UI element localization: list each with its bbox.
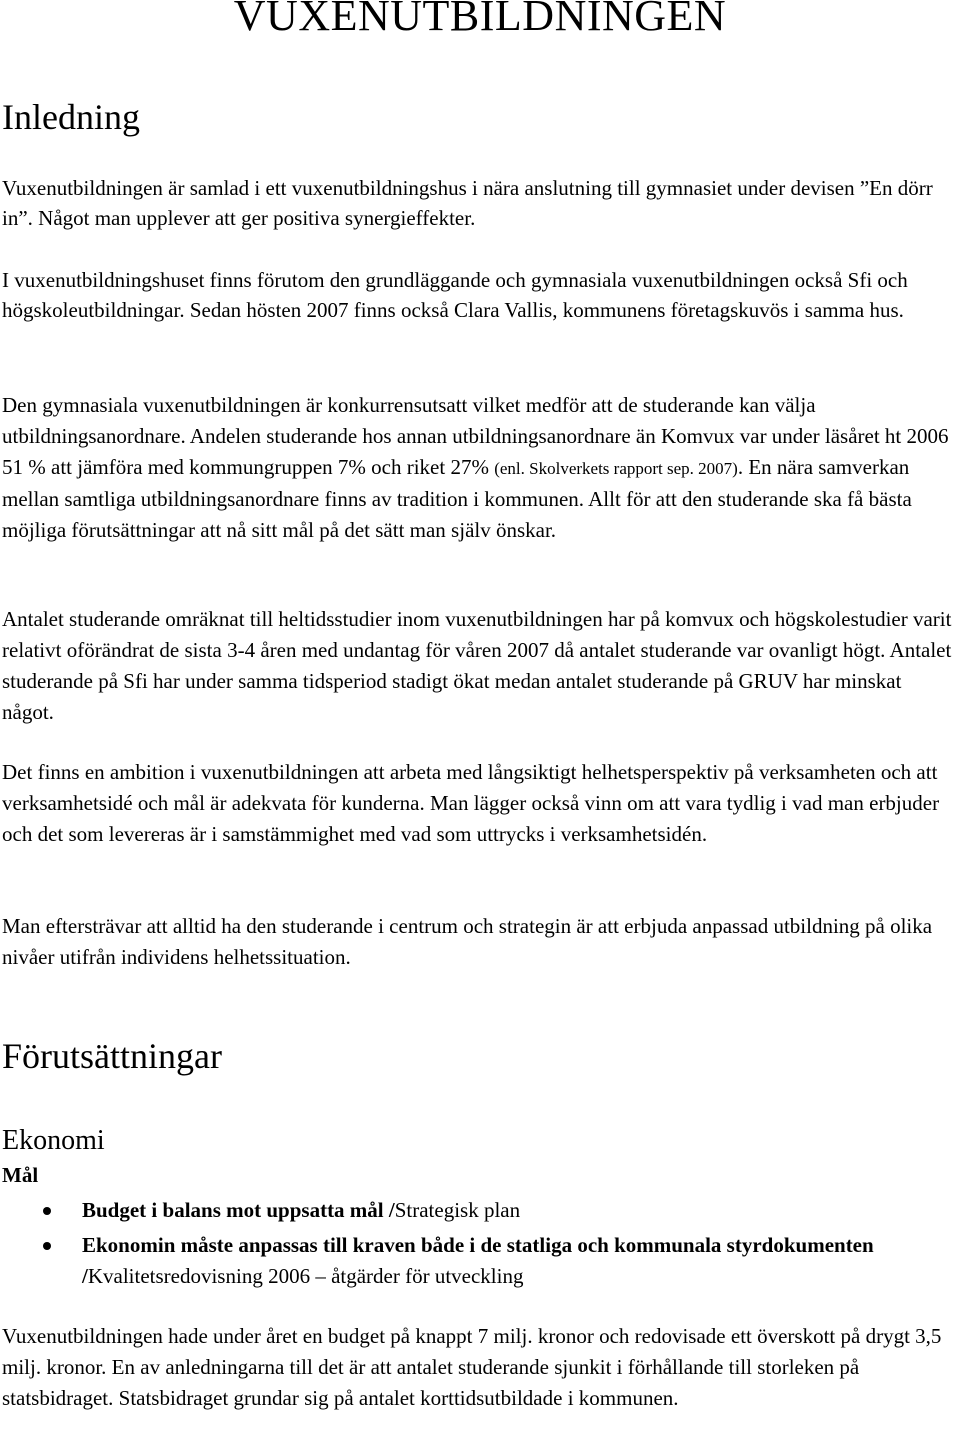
- subsection-heading-ekonomi: Ekonomi: [2, 1125, 105, 1156]
- source-reference: (enl. Skolverkets rapport sep. 2007): [494, 459, 738, 478]
- paragraph-inledning-3-part-b: . En nära samverkan mellan samtliga utbildningsanordnare finns av tradition i kommunen. Allt för att den studerande ska få bästa möjliga förutsättningar att nå sitt mål på det sätt man själv önskar.: [2, 455, 912, 542]
- paragraph-inledning-1: Vuxenutbildningen är samlad i ett vuxenutbildningshus i nära anslutning till gymnasiet under devisen ”En dörr in”. Något man upplever att ger positiva synergieffekter.: [2, 176, 933, 230]
- goal-item-source: Kvalitetsredovisning 2006 – åtgärder för utveckling: [87, 1264, 524, 1288]
- paragraph-inledning-2: I vuxenutbildningshuset finns förutom den grundläggande och gymnasiala vuxenutbildningen också Sfi och högskoleutbildningar. Sedan hösten 2007 finns också Clara Vallis, kommunens företagskuvös i samma hus.: [2, 268, 908, 322]
- section-heading-inledning: Inledning: [2, 97, 140, 137]
- goal-item: [0, 1195, 950, 1226]
- goals-list: [0, 1195, 950, 1296]
- goal-item-bold: Budget i balans mot uppsatta mål /: [82, 1198, 395, 1222]
- goal-item: [0, 1230, 950, 1292]
- paragraph-inledning-6: Man eftersträvar att alltid ha den studerande i centrum och strategin är att erbjuda anpassad utbildning på olika nivåer utifrån individens helhetssituation.: [2, 914, 933, 969]
- paragraph-inledning-3-part-a: Den gymnasiala vuxenutbildningen är konkurrensutsatt vilket medför att de studerande kan välja utbildningsanordnare. Andelen studerande hos annan utbildningsanordnare än Komvux var under läsåret ht 2006 51 % att jämföra med kommungruppen 7% och riket 27%: [2, 393, 949, 479]
- paragraph-inledning-5: Det finns en ambition i vuxenutbildningen att arbeta med långsiktigt helhetsperspektiv på verksamheten och att verksamhetsidé och mål är adekvata för kunderna. Man lägger också vinn om att vara tydlig i vad man erbjuder och det som levereras är i samstämmighet med vad som uttrycks i verksamhetsidén.: [2, 760, 940, 846]
- section-heading-forutsattningar: Förutsättningar: [2, 1036, 222, 1076]
- bullet-icon: [43, 1207, 51, 1215]
- goal-item-bold: Ekonomin måste anpassas till kraven både i de statliga och kommunala styrdokumenten /: [82, 1233, 874, 1288]
- subsection-heading-mal: Mål: [2, 1163, 39, 1187]
- bullet-icon: [43, 1242, 51, 1250]
- paragraph-inledning-3: [2, 390, 952, 546]
- paragraph-ekonomi-1: Vuxenutbildningen hade under året en budget på knappt 7 milj. kronor och redovisade ett överskott på drygt 3,5 milj. kronor. En av anledningarna till det är att antalet studerande sjunkit i förhållande till storleken på statsbidraget. Statsbidraget grundar sig på antalet korttidsutbildade i kommunen.: [2, 1324, 942, 1410]
- paragraph-inledning-4: Antalet studerande omräknat till heltidsstudier inom vuxenutbildningen har på komvux och högskolestudier varit relativt oförändrat de sista 3-4 åren med undantag för våren 2007 då antalet studerande var ovanligt högt. Antalet studerande på Sfi har under samma tidsperiod stadigt ökat medan antalet studerande på GRUV har minskat något.: [2, 607, 952, 724]
- goal-item-source: Strategisk plan: [394, 1198, 521, 1222]
- document-title: VUXENUTBILDNINGEN: [233, 0, 727, 40]
